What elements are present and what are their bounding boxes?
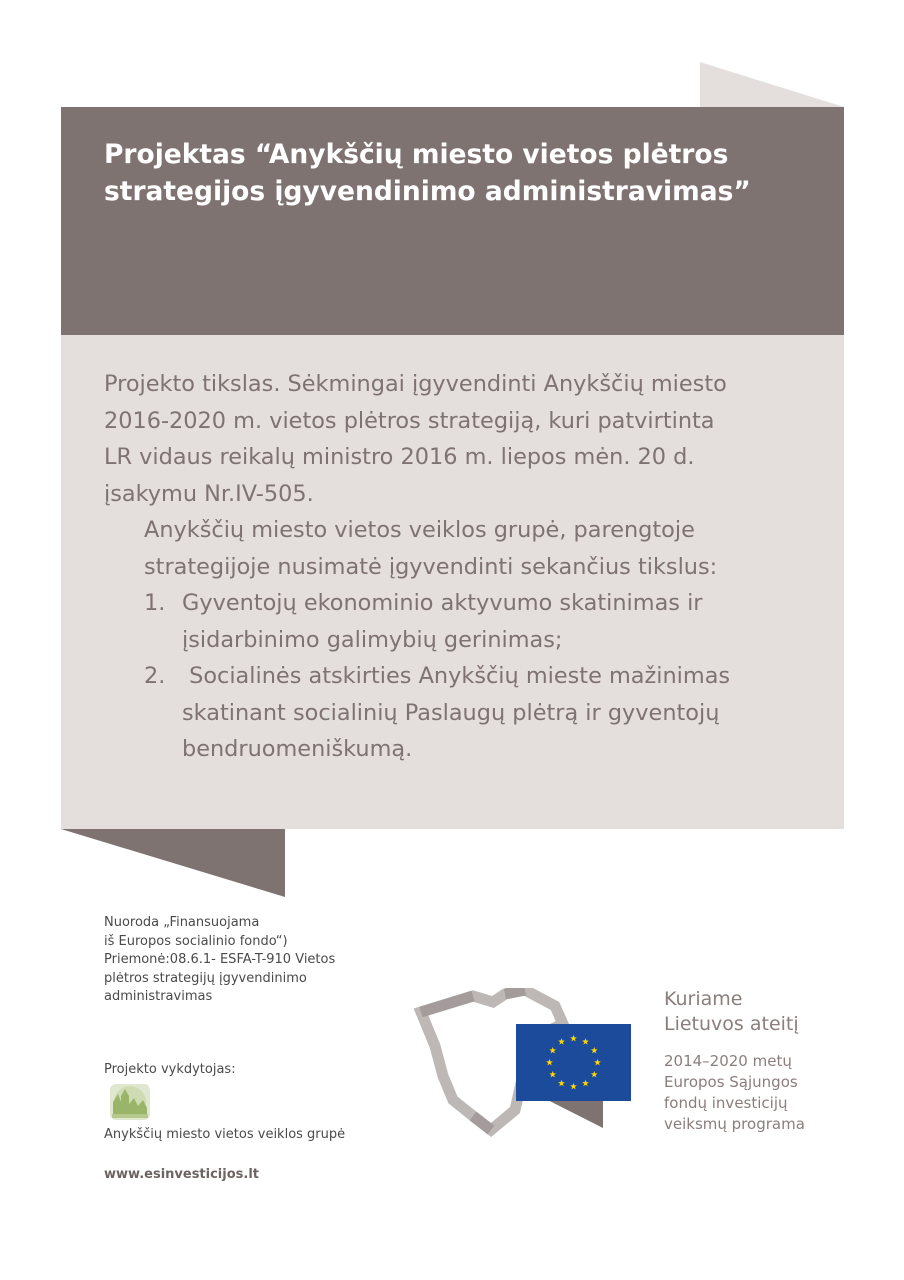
- intro-line: įsakymu Nr.IV-505.: [104, 480, 314, 507]
- goal-line: Socialinės atskirties Anykščių mieste mažinimas: [182, 663, 731, 689]
- goal-line: skatinant socialinių Paslaugų plėtrą ir gyventojų: [182, 699, 720, 726]
- ribbon-fold-top: [700, 62, 844, 108]
- ribbon-fold-bottom: [61, 829, 285, 897]
- goal-line: įsidarbinimo galimybių gerinimas;: [182, 626, 563, 653]
- intro-line: 2016-2020 m. vietos plėtros strategiją, kuri patvirtinta: [104, 407, 715, 434]
- program-line: veiksmų programa: [664, 1115, 805, 1133]
- slogan-line: Lietuvos ateitį: [664, 1013, 799, 1035]
- goal-line: Gyventojų ekonominio aktyvumo skatinimas ir: [182, 590, 703, 616]
- project-description: [104, 366, 824, 768]
- group-line: strategijoje nusimatė įgyvendinti sekančius tikslus:: [144, 553, 718, 580]
- goal-number: 2.: [144, 663, 166, 689]
- goal-line: bendruomeniškumą.: [182, 736, 413, 762]
- slogan-line: Kuriame: [664, 988, 743, 1010]
- title-line: strategijos įgyvendinimo administravimas”: [104, 176, 751, 207]
- program-line: Europos Sąjungos: [664, 1073, 798, 1091]
- note-line: administravimas: [104, 989, 213, 1004]
- program-line: fondų investicijų: [664, 1094, 788, 1112]
- note-line: Priemonė:08.6.1- ESFA-T-910 Vietos: [104, 952, 336, 967]
- project-title: [104, 136, 804, 210]
- program-name: [664, 1051, 805, 1135]
- executor-name: Anykščių miesto vietos veiklos grupė: [104, 1127, 346, 1142]
- note-line: iš Europos socialinio fondo“): [104, 933, 288, 949]
- goal-number: 1.: [144, 590, 166, 616]
- slogan: [664, 987, 799, 1037]
- eu-flag-icon: [516, 1024, 631, 1101]
- note-line: plėtros strategijų įgyvendinimo: [104, 970, 307, 986]
- funding-note: [104, 914, 394, 1007]
- goal-item: [104, 658, 824, 768]
- website-link[interactable]: www.esinvesticijos.lt: [104, 1167, 259, 1182]
- program-line: 2014–2020 metų: [664, 1052, 792, 1070]
- goal-item: [104, 585, 824, 658]
- note-line: Nuoroda „Finansuojama: [104, 915, 260, 930]
- town-logo-icon: [110, 1084, 150, 1120]
- title-line: Projektas “Anykščių miesto vietos plėtros: [104, 139, 729, 170]
- group-line: Anykščių miesto vietos veiklos grupė, parengtoje: [144, 517, 695, 543]
- executor-label: Projekto vykdytojas:: [104, 1062, 236, 1077]
- intro-line: LR vidaus reikalų ministro 2016 m. liepos mėn. 20 d.: [104, 444, 695, 470]
- intro-line: Projekto tikslas. Sėkmingai įgyvendinti Anykščių miesto: [104, 371, 727, 397]
